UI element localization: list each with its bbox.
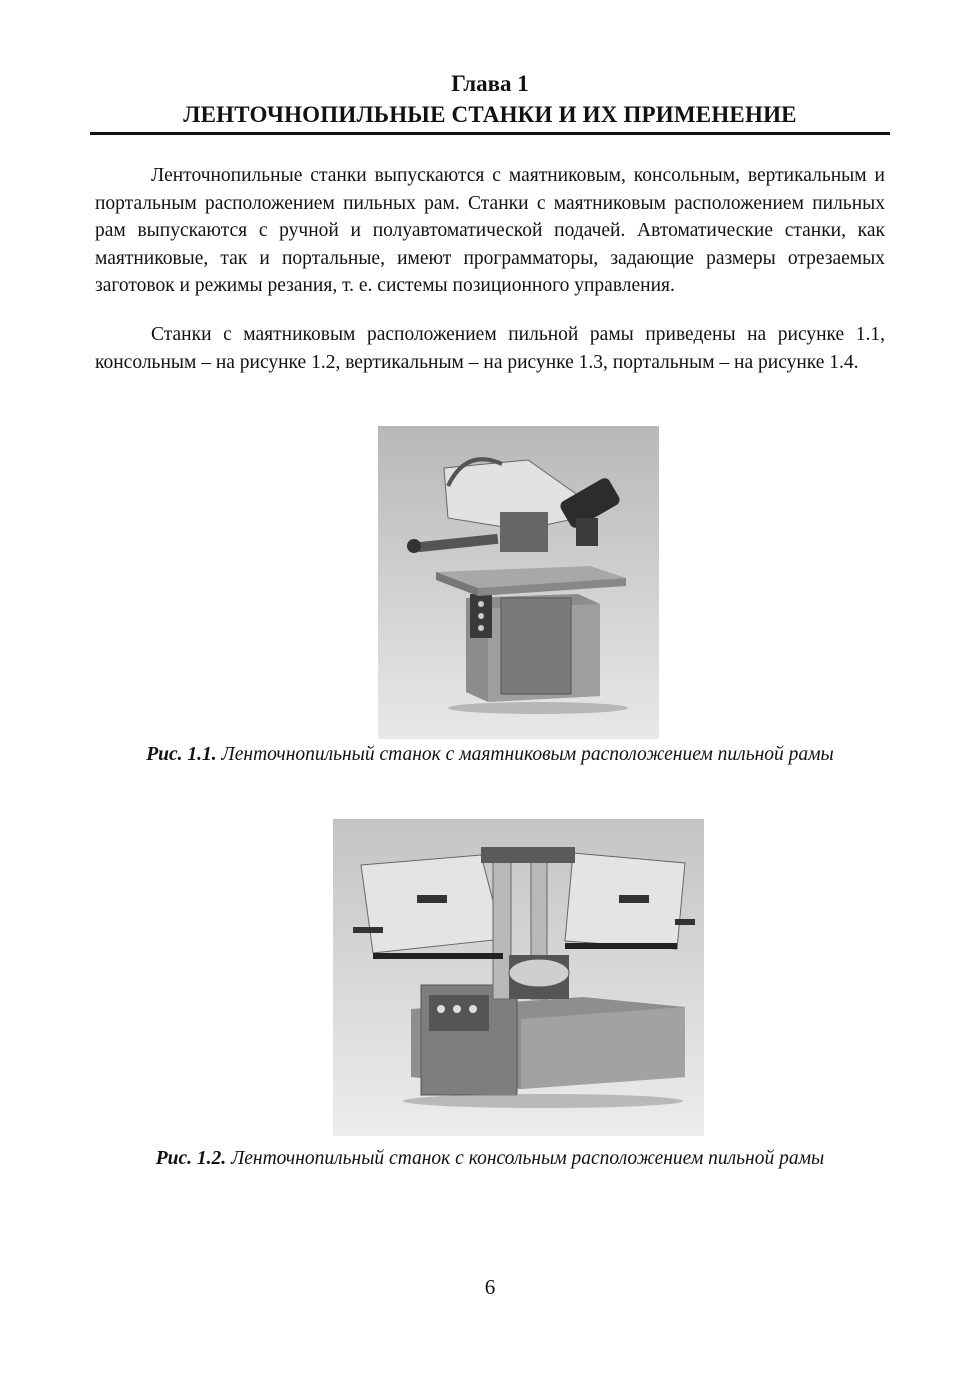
- title-rule: [90, 132, 890, 135]
- figure-1-1-caption-text: Ленточнопильный станок с маятниковым расположением пильной рамы: [216, 744, 834, 765]
- page-number: 6: [484, 1275, 496, 1299]
- figure-1-1-pendulum-band-saw-photo: [378, 426, 659, 739]
- figure-1-2-cantilever-band-saw-photo: [333, 819, 704, 1136]
- figure-1-1-label: Рис. 1.1.: [146, 744, 217, 765]
- figure-1-2-caption: [100, 1146, 880, 1171]
- figure-1-1-caption: [100, 742, 880, 767]
- chapter-number: Глава 1: [451, 71, 529, 96]
- body-paragraph-1: Ленточнопильные станки выпускаются с маятниковым, консольным, вертикальным и портальным расположением пильных рам. Станки с маятниковым расположением пильных рам выпускаются с ручной и полуавтоматической подачей. Автоматические станки, как маятниковые, так и портальные, имеют программаторы, задающие размеры отрезаемых заготовок и режимы резания, т. е. системы позиционного управления.: [95, 165, 885, 296]
- figure-1-2-caption-text: Ленточнопильный станок с консольным расположением пильной рамы: [226, 1148, 825, 1169]
- figure-1-2-label: Рис. 1.2.: [155, 1148, 227, 1169]
- body-paragraph-2: Станки с маятниковым расположением пильной рамы приведены на рисунке 1.1, консольным – на рисунке 1.2, вертикальным – на рисунке 1.3, портальным – на рисунке 1.4.: [95, 324, 885, 373]
- chapter-title: ЛЕНТОЧНОПИЛЬНЫЕ СТАНКИ И ИХ ПРИМЕНЕНИЕ: [183, 102, 797, 127]
